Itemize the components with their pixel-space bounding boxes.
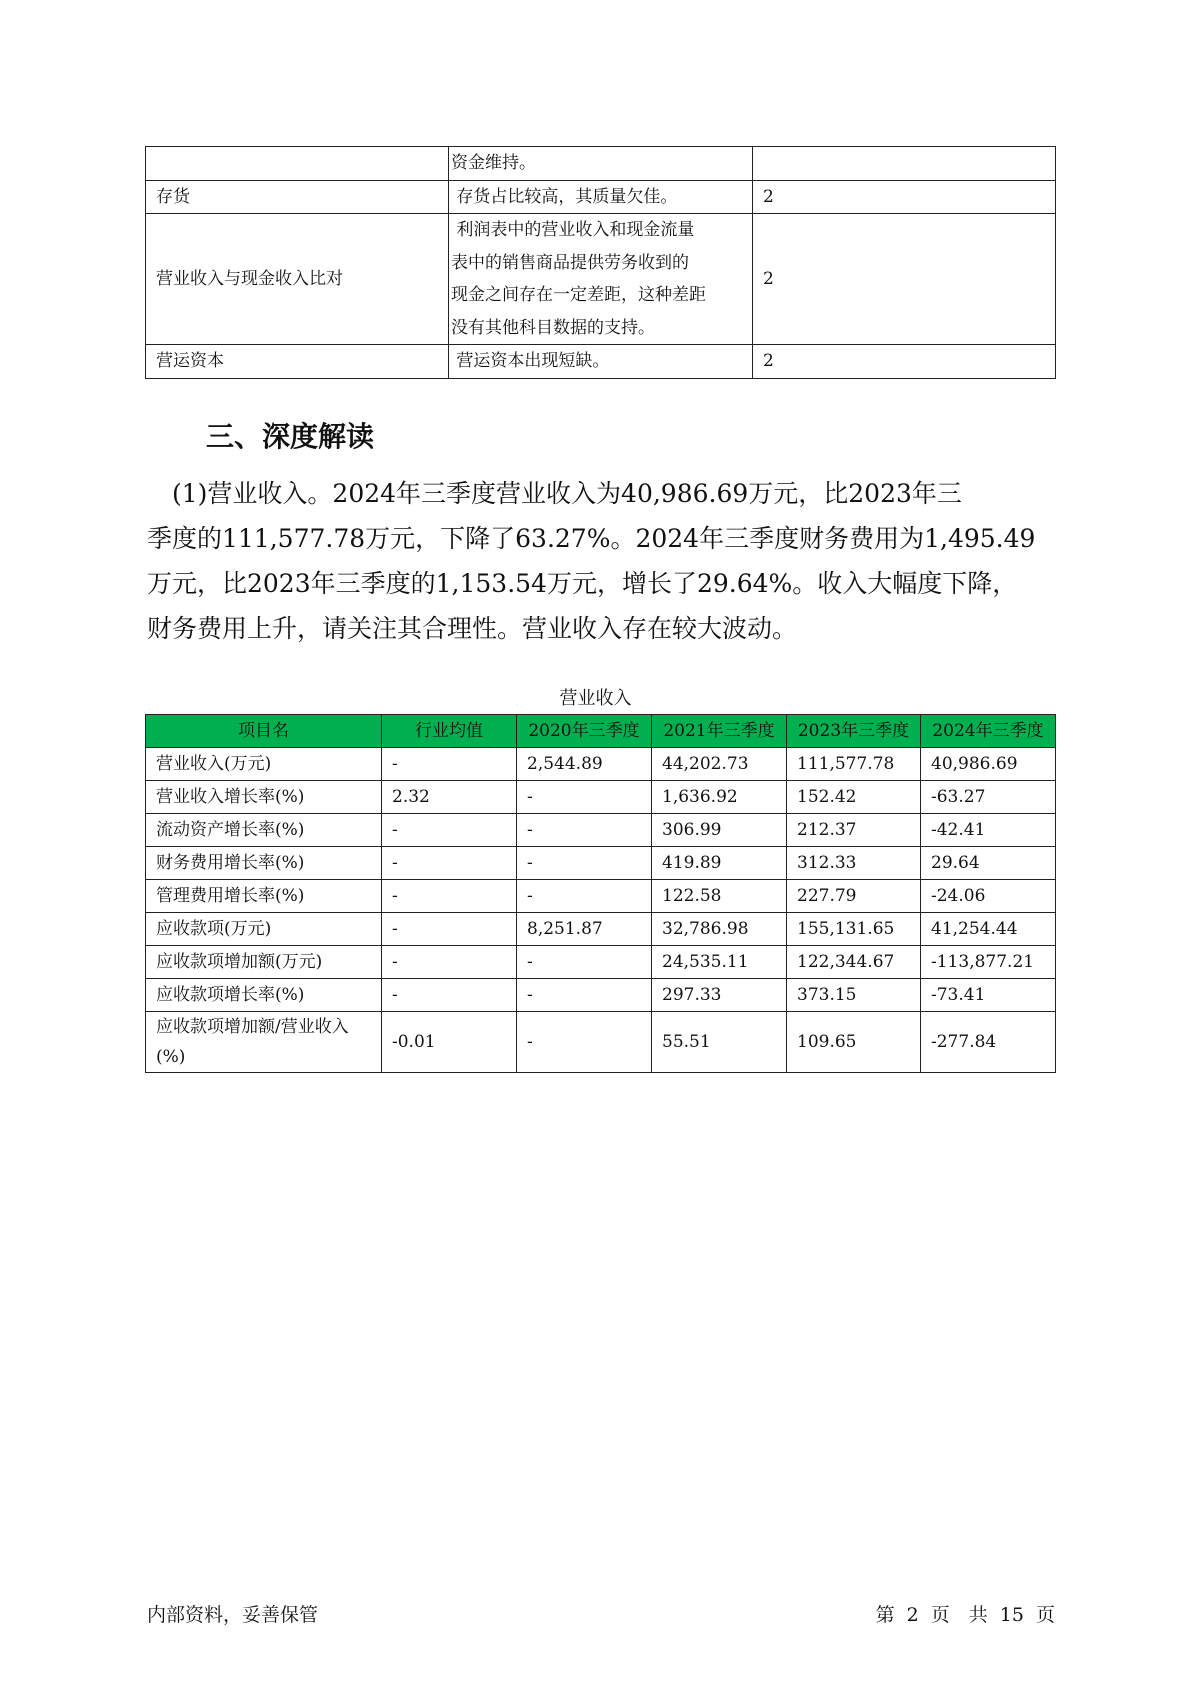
table-row: [146, 1012, 1056, 1073]
value-cell: 306.99: [652, 814, 787, 847]
description-line: 现金之间存在一定差距，这种差距: [451, 285, 706, 305]
value-cell: 122,344.67: [787, 946, 921, 979]
score-cell: [753, 147, 1056, 181]
column-header: 2023年三季度: [787, 715, 921, 748]
row-label: 营业收入增长率(%): [146, 781, 382, 814]
footer-confidential-note: 内部资料，妥善保管: [147, 1604, 319, 1626]
analysis-paragraph: [147, 471, 1057, 651]
section-heading: 三、深度解读: [206, 420, 375, 453]
value-cell: 152.42: [787, 781, 921, 814]
score-cell: 2: [753, 345, 1056, 379]
value-cell: -113,877.21: [921, 946, 1056, 979]
value-cell: -63.27: [921, 781, 1056, 814]
table-row: [146, 214, 1056, 345]
row-label: 财务费用增长率(%): [146, 847, 382, 880]
description-line: 资金维持。: [451, 153, 536, 173]
value-cell: -: [382, 880, 517, 913]
value-cell: 2.32: [382, 781, 517, 814]
value-cell: -: [382, 979, 517, 1012]
paragraph-line: (1)营业收入。2024年三季度营业收入为40,986.69万元，比2023年三: [147, 479, 962, 508]
paragraph-line: 财务费用上升，请关注其合理性。营业收入存在较大波动。: [147, 614, 798, 643]
row-label: 应收款项增长率(%): [146, 979, 382, 1012]
table-row: [146, 979, 1056, 1012]
value-cell: 24,535.11: [652, 946, 787, 979]
value-cell: -: [517, 1012, 652, 1073]
description-cell: [449, 180, 753, 214]
row-label: 营业收入(万元): [146, 748, 382, 781]
row-label: 应收款项(万元): [146, 913, 382, 946]
value-cell: -: [382, 847, 517, 880]
table-row: [146, 748, 1056, 781]
description-line: 存货占比较高，其质量欠佳。: [451, 186, 678, 207]
value-cell: 41,254.44: [921, 913, 1056, 946]
value-cell: -: [382, 814, 517, 847]
table-row: [146, 147, 1056, 181]
value-cell: 155,131.65: [787, 913, 921, 946]
value-cell: -24.06: [921, 880, 1056, 913]
value-cell: 40,986.69: [921, 748, 1056, 781]
column-header: 2024年三季度: [921, 715, 1056, 748]
column-header: 2021年三季度: [652, 715, 787, 748]
value-cell: 2,544.89: [517, 748, 652, 781]
item-cell: [146, 147, 449, 181]
row-label: 流动资产增长率(%): [146, 814, 382, 847]
value-cell: -73.41: [921, 979, 1056, 1012]
score-cell: 2: [753, 214, 1056, 345]
description-cell: [449, 345, 753, 379]
item-cell: 存货: [146, 180, 449, 214]
value-cell: 373.15: [787, 979, 921, 1012]
value-cell: -: [382, 913, 517, 946]
value-cell: -: [382, 748, 517, 781]
value-cell: -277.84: [921, 1012, 1056, 1073]
item-cell: 营业收入与现金收入比对: [146, 214, 449, 345]
value-cell: -: [517, 979, 652, 1012]
row-label: 管理费用增长率(%): [146, 880, 382, 913]
value-cell: 29.64: [921, 847, 1056, 880]
description-cell: [449, 147, 753, 181]
value-cell: 55.51: [652, 1012, 787, 1073]
value-cell: 109.65: [787, 1012, 921, 1073]
value-cell: 111,577.78: [787, 748, 921, 781]
value-cell: -: [382, 946, 517, 979]
value-cell: -0.01: [382, 1012, 517, 1073]
value-cell: 122.58: [652, 880, 787, 913]
row-label: 应收款项增加额/营业收入(%): [146, 1012, 382, 1073]
table-row: [146, 913, 1056, 946]
table-row: [146, 880, 1056, 913]
description-line: 营运资本出现短缺。: [451, 351, 610, 371]
row-label: 应收款项增加额(万元): [146, 946, 382, 979]
item-cell: 营运资本: [146, 345, 449, 379]
description-cell: [449, 214, 753, 345]
page-number: 第 2 页 共 15 页: [875, 1604, 1055, 1626]
table-header-row: [146, 715, 1056, 748]
value-cell: 32,786.98: [652, 913, 787, 946]
table-row: [146, 345, 1056, 379]
value-cell: -: [517, 781, 652, 814]
value-cell: -: [517, 880, 652, 913]
value-cell: 227.79: [787, 880, 921, 913]
value-cell: -: [517, 814, 652, 847]
paragraph-line: 万元，比2023年三季度的1,153.54万元，增长了29.64%。收入大幅度下降，: [147, 569, 1018, 598]
description-line: 没有其他科目数据的支持。: [451, 317, 655, 338]
value-cell: 419.89: [652, 847, 787, 880]
risk-table: [145, 146, 1056, 379]
score-cell: 2: [753, 180, 1056, 214]
table-row: [146, 946, 1056, 979]
value-cell: 1,636.92: [652, 781, 787, 814]
column-header: 行业均值: [382, 715, 517, 748]
paragraph-line: 季度的111,577.78万元，下降了63.27%。2024年三季度财务费用为1,495.49: [147, 524, 1036, 553]
table-row: [146, 180, 1056, 214]
column-header: 2020年三季度: [517, 715, 652, 748]
table-caption: 营业收入: [559, 688, 632, 709]
description-line: 利润表中的营业收入和现金流量: [451, 220, 695, 240]
value-cell: 44,202.73: [652, 748, 787, 781]
value-cell: -: [517, 847, 652, 880]
value-cell: -42.41: [921, 814, 1056, 847]
value-cell: 312.33: [787, 847, 921, 880]
value-cell: 212.37: [787, 814, 921, 847]
value-cell: -: [517, 946, 652, 979]
table-row: [146, 847, 1056, 880]
table-row: [146, 781, 1056, 814]
description-line: 表中的销售商品提供劳务收到的: [451, 252, 689, 273]
value-cell: 297.33: [652, 979, 787, 1012]
column-header: 项目名: [146, 715, 382, 748]
table-row: [146, 814, 1056, 847]
revenue-table: [145, 714, 1056, 1073]
value-cell: 8,251.87: [517, 913, 652, 946]
